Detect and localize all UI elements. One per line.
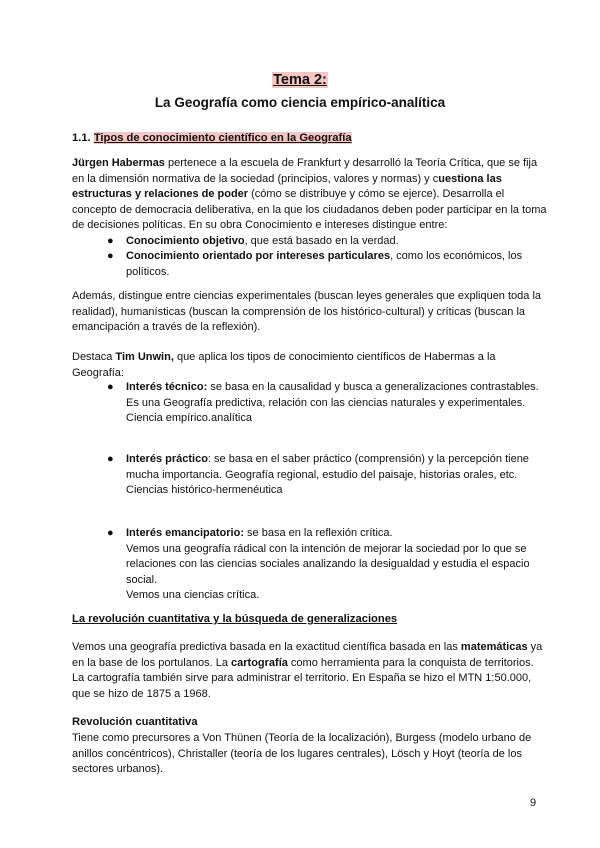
page-title: Tema 2:: [273, 72, 327, 88]
bullet-icon: ●: [107, 453, 114, 465]
bullet-icon: ●: [107, 250, 114, 262]
list-item-practico: ● Interés práctico: se basa en el saber práctico (comprensión) y la percepción tiene mucha importancia. Geografía regional, estudio del paisaje, historias orales, etc. Ciencias histórico-hermenéutica: [107, 453, 529, 496]
list-item: ● Conocimiento orientado por intereses particulares, como los económicos, los políticos.: [107, 250, 523, 278]
paragraph-precursores: Tiene como precursores a Von Thünen (Teoría de la localización), Burgess (modelo urbano de anillos concéntricos), Christaller (teoría de los lugares centrales), Lösch y Hoyt (teoría de los sectores urbanos).: [72, 732, 532, 775]
name-habermas: Jürgen Habermas: [72, 157, 165, 169]
paragraph-unwin: Destaca Tim Unwin, que aplica los tipos de conocimiento científicos de Habermas a la Geografía:: [72, 351, 496, 379]
page-number: 9: [530, 797, 537, 809]
list-item: ● Conocimiento objetivo, que está basado en la verdad.: [126, 234, 546, 250]
section-heading-2: La revolución cuantitativa y la búsqueda de generalizaciones: [72, 613, 398, 625]
bullet-icon: ●: [107, 235, 114, 247]
paragraph-cartografia: Vemos una geografía predictiva basada en la exactitud científica basada en las matemáticas ya en la base de los portulanos. La cartografía como herramienta para la conquista de territorios. La cartografía también sirve para administrar el territorio. En España se hizo el MTN 1:50.000, que se hizo de 1875 a 1968.: [72, 641, 543, 700]
paragraph-ciencias: Además, distingue entre ciencias experimentales (buscan leyes generales que expliquen toda la realidad), humanísticas (buscan la comprensión de los histórico-cultural) y críticas (buscan la emancipación a través de la reflexión).: [72, 290, 542, 333]
section-title: Tipos de conocimiento científico en la Geografía: [93, 132, 352, 144]
subheading-revolucion: Revolución cuantitativa: [72, 716, 198, 728]
section-number: 1.1.: [72, 132, 91, 144]
section-heading-1: [72, 132, 352, 144]
page-subtitle: La Geografía como ciencia empírico-analítica: [154, 95, 446, 110]
paragraph-habermas: Jürgen Habermas pertenece a la escuela de Frankfurt y desarrolló la Teoría Crítica, que se fija en la dimensión normativa de la sociedad (principios, valores y normas) y cuestiona las estructuras y relaciones de poder (cómo se distribuye y cómo se ejerce). Desarrolla el concepto de democracia deliberativa, en la que los ciudadanos deben poder participar en la toma de decisiones políticas. En su obra Conocimiento e intereses distingue entre:: [72, 157, 547, 231]
list-item-tecnico: ● Interés técnico: se basa en la causalidad y busca a generalizaciones contrastables. Es una Geografía predictiva, relación con las ciencias naturales y experimentales. Ciencia empírico.analítica: [107, 381, 539, 424]
bullet-icon: ●: [107, 381, 114, 393]
bullet-icon: ●: [107, 527, 114, 539]
list-item-emancipatorio: ● Interés emancipatorio: se basa en la reflexión crítica. Vemos una geografía rádical con la intención de mejorar la sociedad por lo que se relaciones con las ciencias sociales analizando la desigualdad y estudia el espacio social. Vemos una ciencias crítica.: [107, 527, 530, 601]
